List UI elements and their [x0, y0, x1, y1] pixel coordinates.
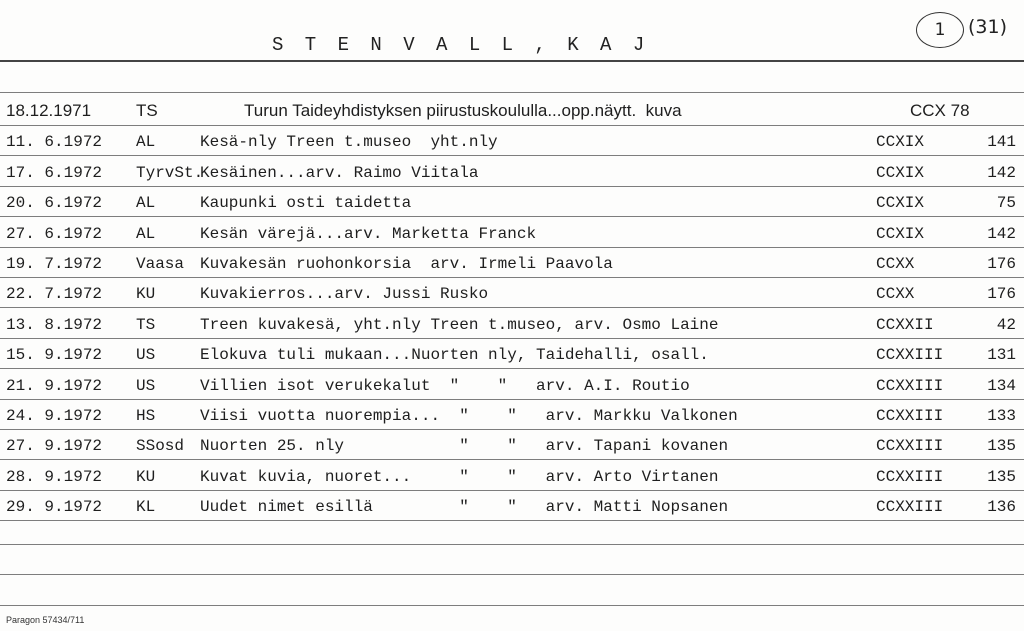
entry-code: KU — [136, 285, 156, 304]
entry-page: 135 — [987, 467, 1016, 486]
rule-line — [0, 574, 1024, 575]
entry-volume: CCXXII — [876, 315, 934, 334]
entry-date: 29. 9.1972 — [6, 498, 103, 517]
entry-volume: CCXXIII — [876, 376, 944, 395]
list-item — [0, 95, 1024, 125]
entry-code: SSosd — [136, 437, 185, 456]
entry-text: Turun Taideyhdistyksen piirustuskoululla...opp.näytt. kuva — [244, 101, 682, 120]
entry-date: 27. 6.1972 — [6, 224, 103, 243]
entry-volume: CCXIX — [876, 133, 925, 152]
entry-volume: CCXXIII — [876, 498, 944, 517]
entry-page: 131 — [987, 346, 1016, 365]
entry-code: AL — [136, 133, 156, 152]
entry-page: 42 — [996, 315, 1016, 334]
entry-page: 176 — [987, 255, 1016, 273]
list-item — [0, 277, 1024, 307]
list-item — [0, 399, 1024, 429]
entry-page: 176 — [987, 285, 1016, 304]
entry-volume: CCXIX — [876, 224, 925, 243]
entry-date: 27. 9.1972 — [6, 437, 103, 456]
entry-volume: CCXXIII — [876, 407, 944, 425]
entry-date: 11. 6.1972 — [6, 133, 103, 152]
entry-text: Kesäinen...arv. Raimo Viitala — [200, 163, 479, 182]
entry-volume: CCXXIII — [876, 467, 944, 486]
entry-page: 141 — [987, 133, 1016, 152]
entry-date: 13. 8.1972 — [6, 315, 103, 334]
list-item — [0, 247, 1024, 277]
entry-code: Vaasa — [136, 255, 185, 273]
entry-text: Kesän värejä...arv. Marketta Franck — [200, 224, 537, 243]
entry-text: Elokuva tuli mukaan...Nuorten nly, Taidehalli, osall. — [200, 346, 709, 365]
list-item — [0, 490, 1024, 520]
entry-date: 17. 6.1972 — [6, 163, 103, 182]
entry-date: 19. 7.1972 — [6, 255, 103, 273]
print-code: Paragon 57434/711 — [6, 615, 85, 625]
rule-line — [0, 520, 1024, 521]
entry-page: 142 — [987, 163, 1016, 182]
entry-volume: CCXIX — [876, 163, 925, 182]
entry-date: 15. 9.1972 — [6, 346, 103, 365]
entry-date: 22. 7.1972 — [6, 285, 103, 304]
entry-volume: CCX 78 — [910, 101, 970, 120]
entry-date: 28. 9.1972 — [6, 467, 103, 486]
entry-date: 20. 6.1972 — [6, 194, 103, 213]
list-item — [0, 217, 1024, 247]
entry-page: 135 — [987, 437, 1016, 456]
entry-text: Treen kuvakesä, yht.nly Treen t.museo, arv. Osmo Laine — [200, 315, 719, 334]
entry-text: Nuorten 25. nly " " arv. Tapani kovanen — [200, 437, 729, 456]
list-item — [0, 429, 1024, 459]
entry-text: Kaupunki osti taidetta — [200, 194, 412, 213]
entry-code: KU — [136, 467, 156, 486]
entry-volume: CCXX — [876, 285, 915, 304]
entry-code: KL — [136, 498, 156, 517]
entry-code: AL — [136, 194, 156, 213]
entry-page: 134 — [987, 376, 1016, 395]
entry-code: TyrvSt. — [136, 163, 204, 182]
entry-text: Uudet nimet esillä " " arv. Matti Nopsanen — [200, 498, 729, 517]
card-title: S T E N V A L L , K A J — [272, 34, 650, 56]
entry-date: 18.12.1971 — [6, 101, 92, 120]
entry-code: US — [136, 376, 156, 395]
entry-page: 75 — [996, 194, 1016, 213]
entry-code: TS — [136, 101, 158, 120]
entry-volume: CCXIX — [876, 194, 925, 213]
entry-text: Villien isot verukekalut " " arv. A.I. Routio — [200, 376, 690, 395]
rule-line — [0, 92, 1024, 93]
list-item — [0, 338, 1024, 368]
entry-date: 24. 9.1972 — [6, 407, 103, 425]
entry-volume: CCXXIII — [876, 346, 944, 365]
entry-text: Kuvakierros...arv. Jussi Rusko — [200, 285, 489, 304]
entry-text: Kesä-nly Treen t.museo yht.nly — [200, 133, 498, 152]
list-item — [0, 156, 1024, 186]
entry-code: HS — [136, 407, 156, 425]
entry-page: 133 — [987, 407, 1016, 425]
rule-line — [0, 605, 1024, 606]
list-item — [0, 369, 1024, 399]
entry-code: US — [136, 346, 156, 365]
list-item — [0, 308, 1024, 338]
entry-text: Kuvakesän ruohonkorsia arv. Irmeli Paavola — [200, 255, 613, 273]
rule-line — [0, 60, 1024, 62]
entry-volume: CCXX — [876, 255, 915, 273]
rule-line — [0, 544, 1024, 545]
entry-volume: CCXXIII — [876, 437, 944, 456]
list-item — [0, 460, 1024, 490]
entry-page: 142 — [987, 224, 1016, 243]
parenthesized-number: (31) — [968, 16, 1008, 38]
list-item — [0, 186, 1024, 216]
entry-date: 21. 9.1972 — [6, 376, 103, 395]
entry-text: Viisi vuotta nuorempia... " " arv. Markku Valkonen — [200, 407, 738, 425]
circled-number: 1 — [916, 12, 964, 48]
entry-page: 136 — [987, 498, 1016, 517]
list-item — [0, 125, 1024, 155]
entry-code: TS — [136, 315, 156, 334]
entry-text: Kuvat kuvia, nuoret... " " arv. Arto Virtanen — [200, 467, 719, 486]
entry-code: AL — [136, 224, 156, 243]
